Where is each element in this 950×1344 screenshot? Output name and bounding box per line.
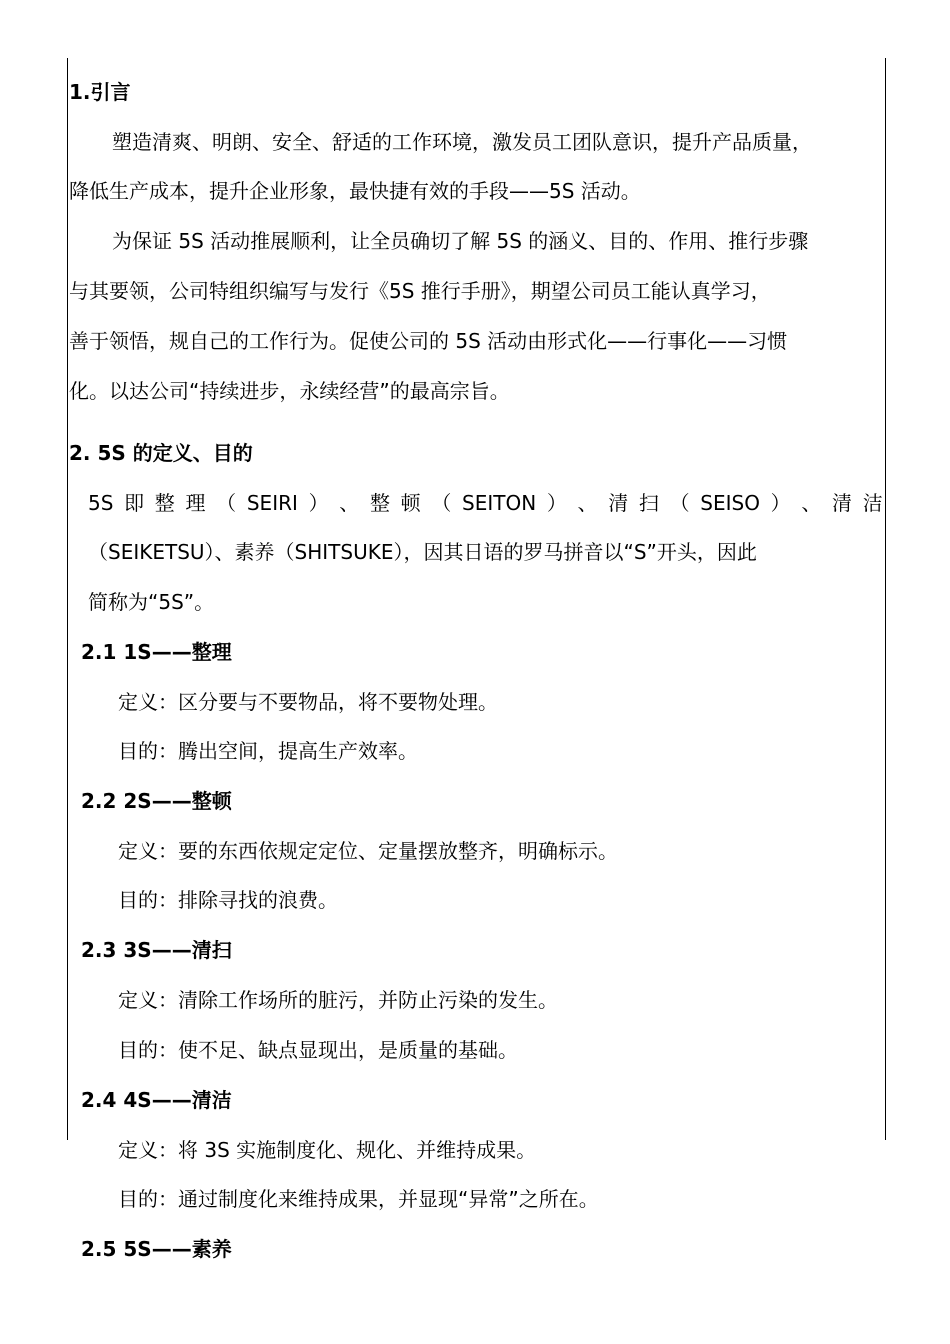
intro-token: SEIRI <box>246 491 298 515</box>
intro-token: ） <box>308 491 329 515</box>
paragraph-line: 为保证 5S 活动推展顺利，让全员确切了解 5S 的涵义、目的、作用、推行步骤 <box>112 229 809 253</box>
intro-token: （ <box>216 491 237 515</box>
section-heading-5s-definition: 2. 5S 的定义、目的 <box>69 441 253 465</box>
intro-token: ） <box>546 491 567 515</box>
table-border-left <box>67 58 68 1140</box>
subsection-heading: 2.2 2S——整顿 <box>81 789 232 813</box>
definition-text: 定义：将 3S 实施制度化、规化、并维持成果。 <box>118 1138 537 1162</box>
intro-token: 顿 <box>400 491 421 515</box>
intro-justified-line <box>88 489 883 517</box>
paragraph-line: 与其要领，公司特组织编写与发行《5S 推行手册》，期望公司员工能认真学习， <box>69 279 771 303</box>
intro-token: 整 <box>154 491 175 515</box>
goal-text: 目的：腾出空间，提高生产效率。 <box>118 739 418 763</box>
definition-text: 定义：区分要与不要物品，将不要物处理。 <box>118 690 498 714</box>
subsection-heading: 2.4 4S——清洁 <box>81 1088 232 1112</box>
intro-token: （ <box>431 491 452 515</box>
paragraph-line: （SEIKETSU）、素养（SHITSUKE），因其日语的罗马拼音以“S”开头，因此 <box>88 540 757 564</box>
table-border-right <box>885 58 886 1140</box>
intro-token: 5S <box>88 491 114 515</box>
intro-token: 整 <box>369 491 390 515</box>
intro-token: 、 <box>801 491 822 515</box>
intro-token: 、 <box>339 491 360 515</box>
section-heading-intro: 1.引言 <box>69 80 131 104</box>
intro-token: ） <box>770 491 791 515</box>
definition-text: 定义：要的东西依规定定位、定量摆放整齐，明确标示。 <box>118 839 618 863</box>
definition-text: 定义：清除工作场所的脏污，并防止污染的发生。 <box>118 988 558 1012</box>
intro-token: SEITON <box>462 491 537 515</box>
intro-token: （ <box>669 491 690 515</box>
paragraph-line: 降低生产成本，提升企业形象，最快捷有效的手段——5S 活动。 <box>69 179 641 203</box>
goal-text: 目的：使不足、缺点显现出，是质量的基础。 <box>118 1038 518 1062</box>
intro-token: 理 <box>185 491 206 515</box>
intro-token: 、 <box>577 491 598 515</box>
paragraph-line: 简称为“5S”。 <box>88 590 215 614</box>
subsection-heading: 2.3 3S——清扫 <box>81 938 232 962</box>
goal-text: 目的：通过制度化来维持成果，并显现“异常”之所在。 <box>118 1187 599 1211</box>
paragraph-line: 塑造清爽、明朗、安全、舒适的工作环境，激发员工团队意识，提升产品质量， <box>112 130 812 154</box>
intro-token: 清 <box>608 491 629 515</box>
intro-token: SEISO <box>700 491 760 515</box>
paragraph-line: 善于领悟，规自己的工作行为。促使公司的 5S 活动由形式化——行事化——习惯 <box>69 329 788 353</box>
intro-token: 清 <box>832 491 853 515</box>
intro-token: 洁 <box>862 491 883 515</box>
paragraph-line: 化。以达公司“持续进步，永续经营”的最高宗旨。 <box>69 379 510 403</box>
intro-token: 扫 <box>638 491 659 515</box>
subsection-heading: 2.1 1S——整理 <box>81 640 232 664</box>
subsection-heading: 2.5 5S——素养 <box>81 1237 232 1261</box>
intro-token: 即 <box>124 491 145 515</box>
goal-text: 目的：排除寻找的浪费。 <box>118 888 338 912</box>
